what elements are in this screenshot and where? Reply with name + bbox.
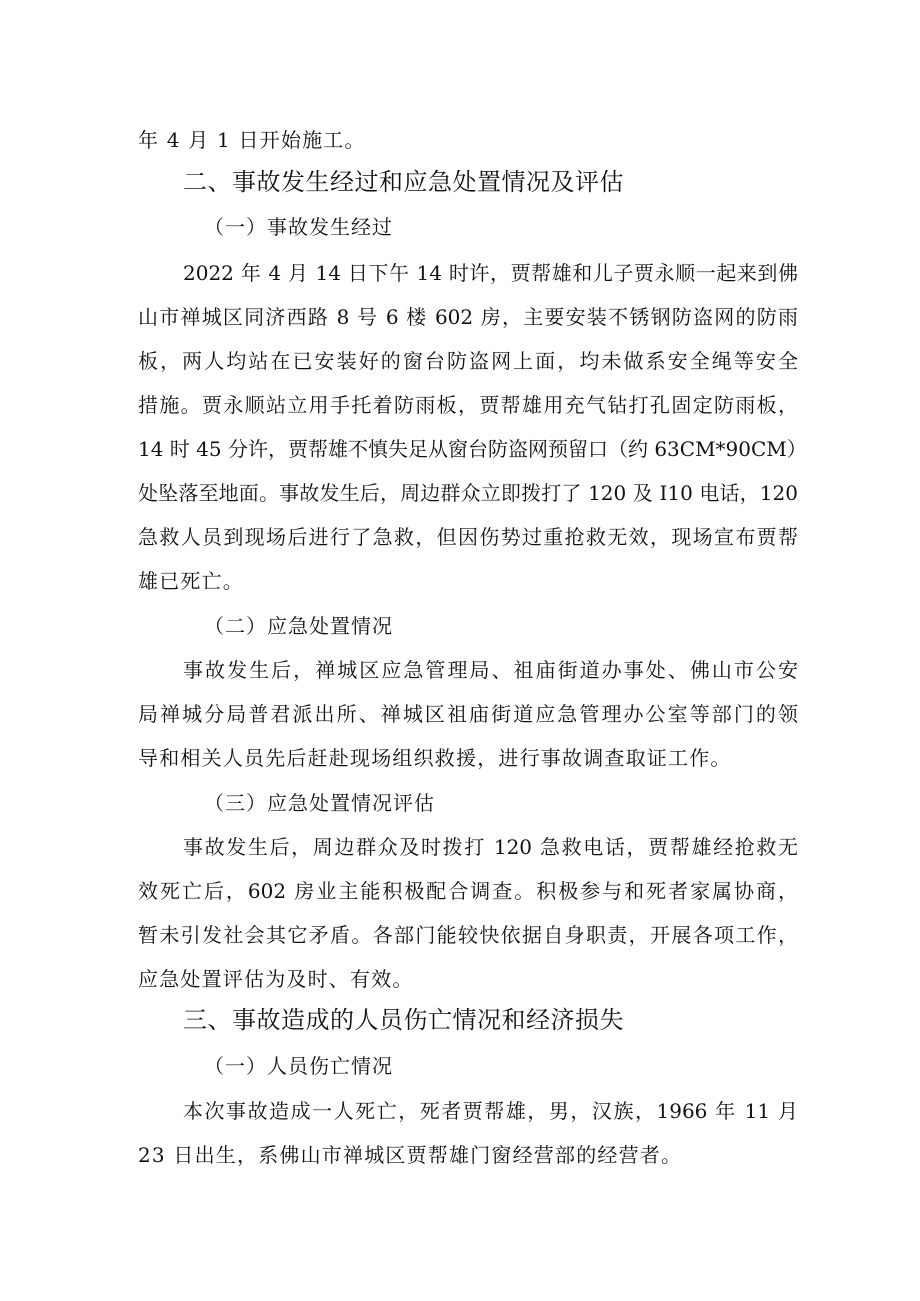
section-heading: 二、事故发生经过和应急处置情况及评估 (183, 168, 624, 196)
paragraph-line: 山市禅城区同济西路 8 号 6 楼 602 房，主要安装不锈钢防盗网的防雨 (138, 305, 798, 329)
paragraph-line: 措施。贾永顺站立用手托着防雨板，贾帮雄用充气钻打孔固定防雨板， (138, 393, 798, 417)
paragraph-line: 事故发生后，禅城区应急管理局、祖庙街道办事处、佛山市公安 (183, 658, 798, 682)
subsection-title: （一）人员伤亡情况 (204, 1054, 393, 1078)
paragraph-line: 处坠落至地面。事故发生后，周边群众立即拨打了 120 及 I10 电话，120 (138, 481, 798, 505)
paragraph-line: 2022 年 4 月 14 日下午 14 时许，贾帮雄和儿子贾永顺一起来到佛 (183, 261, 798, 285)
paragraph-line: 本次事故造成一人死亡，死者贾帮雄，男，汉族，1966 年 11 月 (183, 1099, 798, 1123)
paragraph-line: 导和相关人员先后赶赴现场组织救援，进行事故调查取证工作。 (138, 746, 732, 770)
paragraph-line: 局禅城分局普君派出所、禅城区祖庙街道应急管理办公室等部门的领 (138, 702, 798, 726)
subsection-title: （一）事故发生经过 (204, 215, 393, 239)
subsection-title: （二）应急处置情况 (204, 614, 393, 638)
section-heading: 三、事故造成的人员伤亡情况和经济损失 (183, 1006, 624, 1034)
paragraph-line: 效死亡后，602 房业主能积极配合调查。积极参与和死者家属协商， (138, 879, 798, 903)
paragraph-line: 23 日出生，系佛山市禅城区贾帮雄门窗经营部的经营者。 (138, 1143, 683, 1167)
paragraph-line: 暂未引发社会其它矛盾。各部门能较快依据自身职责，开展各项工作， (138, 923, 798, 947)
paragraph-line: 急救人员到现场后进行了急救，但因伤势过重抢救无效，现场宣布贾帮 (138, 525, 798, 549)
paragraph-line: 14 时 45 分许，贾帮雄不慎失足从窗台防盗网预留口（约 63CM*90CM） (138, 437, 807, 461)
paragraph-line: 事故发生后，周边群众及时拨打 120 急救电话，贾帮雄经抢救无 (183, 835, 798, 859)
paragraph-line: 板，两人均站在已安装好的窗台防盗网上面，均未做系安全绳等安全 (138, 349, 798, 373)
subsection-title: （三）应急处置情况评估 (204, 791, 435, 815)
paragraph-line: 年 4 月 1 日开始施工。 (138, 128, 366, 152)
paragraph-line: 雄已死亡。 (138, 569, 244, 593)
paragraph-line: 应急处置评估为及时、有效。 (138, 967, 414, 991)
